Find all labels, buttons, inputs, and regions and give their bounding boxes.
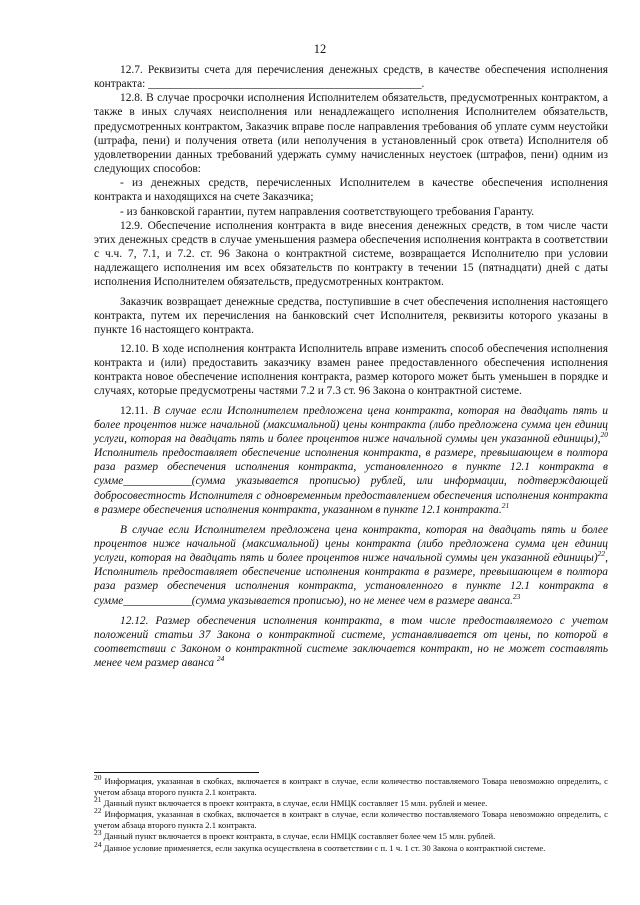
clause-12-8-option-deposit: - из денежных средств, перечисленных Исполнителем в качестве обеспечения исполнения контракта и находящихся на счете Заказчика; bbox=[94, 177, 608, 204]
clause-12-9-refund: Заказчик возвращает денежные средства, поступившие в счет обеспечения исполнения настоящего контракта, путем их перечисления на банковский счет Исполнителя, реквизиты которого указаны в пункте 16 настоящего контракта. bbox=[94, 295, 608, 336]
clause-12-11-text-a: В случае если Исполнителем предложена цена контракта, которая на двадцать пять и более процентов ниже начальной (максимальной) цены контракта (либо предложена сумма цен единиц услуги, которая на двадцать пять и более процентов ниже начальной суммы цен указанной единицы), bbox=[94, 404, 608, 445]
clause-12-11-alternative bbox=[94, 523, 608, 608]
footnote-22 bbox=[94, 806, 608, 831]
footnote-number: 21 bbox=[94, 795, 102, 805]
document-body bbox=[94, 63, 608, 670]
footnote-number: 20 bbox=[94, 773, 102, 783]
clause-12-12-text: 12.12. Размер обеспечения исполнения контракта, в том числе предоставляемого с учетом положений статьи 37 Закона о контрактной системе, устанавливается от цены, по которой в соответствии с Законом о контрактной системе заключается контракт, но не может составлять менее чем размер аванса bbox=[94, 614, 608, 670]
footnote-text: Данный пункт включается в проект контракта, в случае, если НМЦК составляет более чем 15 млн. рублей. bbox=[103, 831, 496, 842]
clause-12-10: 12.10. В ходе исполнения контракта Исполнитель вправе изменить способ обеспечения исполнения контракта и (или) предоставить заказчику взамен ранее предоставленного обеспечения исполнения контракта новое обеспечение исполнения контракта, размер которого может быть уменьшен в порядке и случаях, которые предусмотрены частями 7.2 и 7.3 ст. 96 Закона о контрактной системе. bbox=[94, 342, 608, 398]
footnote-ref-23[interactable]: 23 bbox=[512, 591, 521, 601]
footnote-text: Данное условие применяется, если закупка осуществлена в соответствии с п. 1 ч. 1 ст. 30 Закона о контрактной системе. bbox=[103, 842, 546, 853]
footnote-20 bbox=[94, 773, 608, 798]
clause-12-11-text-d: , Исполнитель предоставляет обеспечение исполнения контракта в размере, превышающем в полтора раза размер обеспечения исполнения контракта, установленного в пункте 12.1 контракта в сумме____________(сумма указывается прописью), но не менее чем в размере аванса. bbox=[94, 552, 608, 607]
clause-12-8-option-guarantee: - из банковской гарантии, путем направления соответствующего требования Гаранту. bbox=[120, 205, 535, 218]
page-number: 12 bbox=[313, 42, 327, 56]
footnote-text: Данный пункт включается в проект контракта, в случае, если НМЦК составляет 15 млн. рублей и менее. bbox=[103, 798, 488, 809]
footnote-number: 24 bbox=[94, 839, 102, 849]
footnote-text: Информация, указанная в скобках, включается в контракт в случае, если количество поставляемого Товара невозможно определить, с учетом абзаца второго пункта 2.1 контракта. bbox=[94, 776, 608, 798]
footnote-number: 23 bbox=[94, 828, 102, 838]
clause-12-11-text-b: Исполнитель предоставляет обеспечение исполнения контракта, в размере, превышающем в полтора раза размер обеспечения исполнения контракта, установленного в пункте 12.1 контракта в сумме____________(сумма указывается прописью) рублей, или информации, подтверждающей добросовестность Исполнителя с одновременным предоставлением обеспечения исполнения контракта в размере обеспечения исполнения контракта, указанном в пункте 12.1 контракта. bbox=[94, 447, 608, 516]
footnote-number: 22 bbox=[94, 806, 102, 816]
footnote-ref-20[interactable]: 20 bbox=[600, 430, 608, 440]
clause-12-11-number: 12.11. bbox=[120, 404, 149, 417]
clause-12-7: 12.7. Реквизиты счета для перечисления денежных средств, в качестве обеспечения исполнения контракта: ________________________________________________. bbox=[94, 64, 608, 91]
clause-12-8: 12.8. В случае просрочки исполнения Исполнителем обязательств, предусмотренных контрактом, а также в иных случаях неисполнения или ненадлежащего исполнения Исполнителем обязательств, предусмотренных контрактом, Заказчик вправе после направления требования об уплате сумм неустойки (штрафа, пени) и получения ответа (или неполучения в установленный срок ответа) Исполнителя об удовлетворении данных требований удержать сумму начисленных неустоек (штрафов, пени) одним из следующих способов: bbox=[94, 92, 608, 176]
footnote-21 bbox=[94, 795, 608, 809]
clause-12-12 bbox=[94, 614, 608, 671]
clause-12-11 bbox=[94, 404, 608, 517]
clause-12-9: 12.9. Обеспечение исполнения контракта в виде внесения денежных средств, в том числе части этих денежных средств в случае уменьшения размера обеспечения исполнения контракта в соответствии с ч.ч. 7, 7.1, и 7.2. ст. 96 Закона о контрактной системе, возвращается Исполнителю при условии надлежащего исполнения им всех обязательств по контракту в течении 15 (пятнадцати) дней с даты исполнения Исполнителем обязательств, предусмотренных контрактом. bbox=[94, 219, 608, 289]
footnote-divider bbox=[94, 772, 259, 773]
footnotes bbox=[94, 773, 608, 854]
footnote-ref-24[interactable]: 24 bbox=[216, 654, 225, 664]
clause-12-11-text-c: В случае если Исполнителем предложена цена контракта, которая на двадцать пять и более процентов ниже начальной (максимальной) цены контракта (либо предложена сумма цен единиц услуги, которая на двадцать пять и более процентов ниже начальной суммы цен указанной единицы) bbox=[94, 523, 608, 565]
footnote-24 bbox=[94, 839, 608, 854]
footnote-text: Информация, указанная в скобках, включается в контракт в случае, если количество поставляемого Товара невозможно определить, с учетом абзаца второго пункта 2.1 контракта. bbox=[94, 809, 608, 831]
footnote-23 bbox=[94, 828, 608, 842]
footnote-ref-21[interactable]: 21 bbox=[501, 500, 510, 510]
footnote-ref-22[interactable]: 22 bbox=[597, 549, 606, 559]
